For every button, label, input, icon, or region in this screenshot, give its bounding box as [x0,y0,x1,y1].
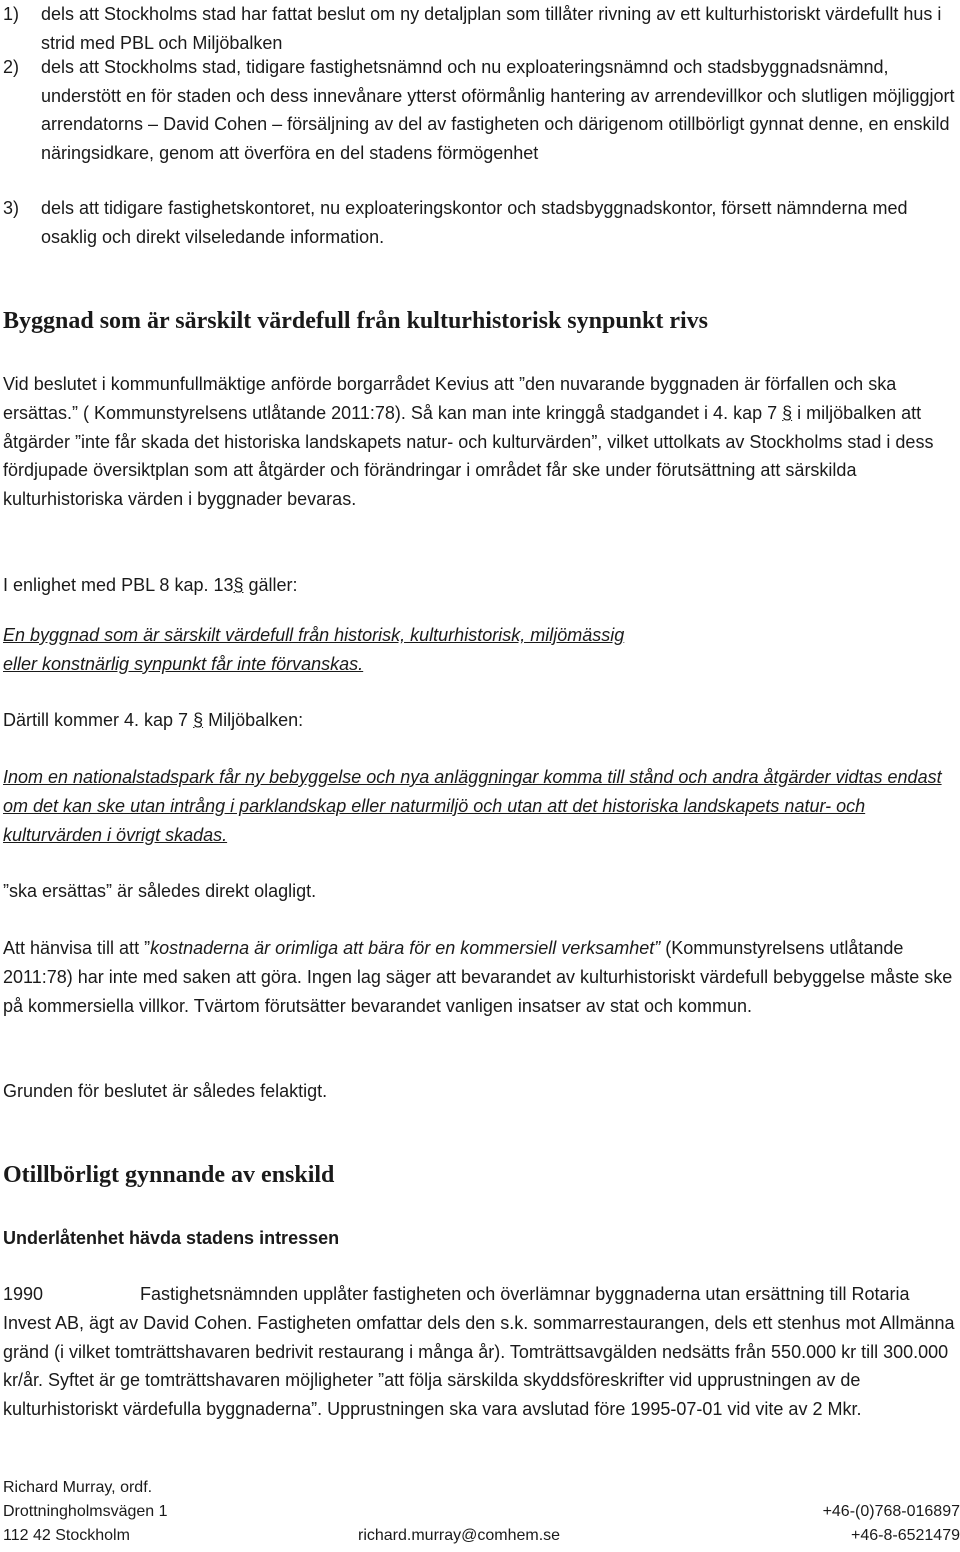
footer-email[interactable]: richard.murray@comhem.se [358,1527,561,1544]
list-number: 1) [3,4,20,24]
section-sign: § [193,710,204,730]
chronology-entry [3,1280,960,1424]
section-heading: Byggnad som är särskilt värdefull från kulturhistorisk synpunkt rivs [3,308,709,334]
paragraph: Att hänvisa till att ”kostnaderna är orimliga att bära för en kommersiell verksamhet” (Kommunstyrelsens utlåtande 2011:78) har inte med saken att göra. Ingen lag säger att bevarandet av kulturhistoriskt värdefull bebyggelse måste ske på kommersiella villkor. Tvärtom förutsätter bevarandet vanligen insatser av stat och kommun. [3,938,953,1016]
list-text: dels att tidigare fastighetskontoret, nu exploateringskontor och stadsbyggnadskontor, försett nämnderna med osaklig och direkt vilseledande information. [41,198,908,247]
paragraph: Vid beslutet i kommunfullmäktige anförde borgarrådet Kevius att ”den nuvarande byggnaden är förfallen och ska ersättas.” ( Kommunstyrelsens utlåtande 2011:78). Så kan man inte kringgå stadgandet i 4. kap 7 § i miljöbalken att åtgärder ”inte får skada det historiska landskapets natur- och kulturvärden”, vilket uttolkats av Stockholms stad i dess fördjupade översiktplan som att åtgärder och förändringar i området får ske under förutsättning att särskilda kulturhistoriska värden i byggnader bevaras. [3,374,934,510]
footer-phone-mobile: +46-(0)768-016897 [822,1503,960,1520]
paragraph: I enlighet med PBL 8 kap. 13§ gäller: [3,575,298,595]
list-item [3,0,960,57]
list-item [3,53,960,167]
law-quote: En byggnad som är särskilt värdefull från historisk, kulturhistorisk, miljömässig eller konstnärlig synpunkt får inte förvanskas. [3,625,625,674]
list-number: 2) [3,57,20,77]
entry-year: 1990 [3,1284,44,1304]
footer [3,1476,960,1548]
footer-street: Drottningholmsvägen 1 [3,1503,168,1520]
list-text: dels att Stockholms stad har fattat beslut om ny detaljplan som tillåter rivning av ett kulturhistoriskt värdefullt hus i strid med PBL och Miljöbalken [41,4,942,53]
law-quote: Inom en nationalstadspark får ny bebyggelse och nya anläggningar komma till stånd och andra åtgärder vidtas endast om det kan ske utan intrång i parklandskap eller naturmiljö och utan att det historiska landskapets natur- och kulturvärden i övrigt skadas. [3,767,942,845]
footer-name: Richard Murray, ordf. [3,1479,153,1496]
section-heading: Otillbörligt gynnande av enskild [3,1162,335,1188]
entry-text: Fastighetsnämnden upplåter fastigheten och överlämnar byggnaderna utan ersättning till Rotaria Invest AB, ägt av David Cohen. Fastigheten omfattar dels den s.k. sommarrestaurangen, dels ett stenhus mot Allmänna gränd (i vilket tomträttshavaren bedrivit restaurang i många år). Tomträttsavgälden nedsätts från 550.000 kr till 300.000 kr/år. Syftet är ge tomträttshavaren möjligheter ”att följa särskilda skyddsföreskrifter vid upprustningen av de kulturhistoriskt värdefulla byggnaderna”. Upprustningen ska vara avslutad före 1995-07-01 vid vite av 2 Mkr. [3,1284,955,1420]
footer-phone: +46-8-6521479 [851,1527,960,1544]
section-sign: § [782,402,793,423]
list-number: 3) [3,198,20,218]
paragraph: Grunden för beslutet är således felaktigt. [3,1081,328,1101]
subheading: Underlåtenhet hävda stadens intressen [3,1228,340,1248]
list-item [3,194,960,251]
paragraph: Därtill kommer 4. kap 7 § Miljöbalken: [3,710,304,730]
section-sign: § [233,575,244,595]
footer-city: 112 42 Stockholm [3,1527,130,1544]
list-text: dels att Stockholms stad, tidigare fastighetsnämnd och nu exploateringsnämnd och stadsbyggnadsnämnd, understött en för staden och dess innevånare ytterst oförmånlig hantering av arrendevillkor och slutligen möjliggjort arrendatorns – David Cohen – försäljning av del av fastigheten och därigenom otillbörligt gynnat denne, en enskild näringsidkare, genom att överföra en del stadens förmögenhet [41,57,955,163]
paragraph: ”ska ersättas” är således direkt olagligt. [3,881,317,901]
